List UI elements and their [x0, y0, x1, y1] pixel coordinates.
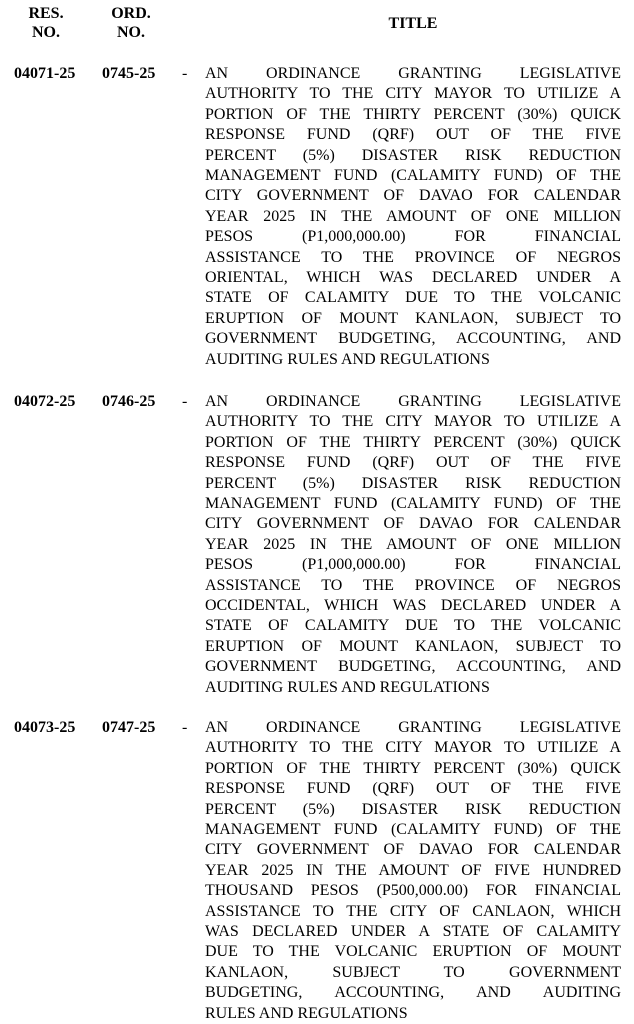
- title-line: GOVERNMENT BUDGETING, ACCOUNTING, AND: [205, 658, 621, 676]
- title-line: MANAGEMENT FUND (CALAMITY FUND) OF THE: [205, 495, 621, 513]
- title-line: RESPONSE FUND (QRF) OUT OF THE FIVE: [205, 454, 621, 472]
- title-line: STATE OF CALAMITY DUE TO THE VOLCANIC: [205, 617, 621, 635]
- res-no-value: 04072-25: [14, 393, 76, 410]
- title-line: PORTION OF THE THIRTY PERCENT (30%) QUICK: [205, 759, 621, 777]
- title-line: ORIENTAL, WHICH WAS DECLARED UNDER A: [205, 269, 621, 287]
- title-line: AN ORDINANCE GRANTING LEGISLATIVE: [205, 393, 621, 410]
- res-no-header: [18, 4, 74, 42]
- title-line: AN ORDINANCE GRANTING LEGISLATIVE: [205, 65, 621, 82]
- title-line: RESPONSE FUND (QRF) OUT OF THE FIVE: [205, 780, 621, 798]
- title-line: CITY GOVERNMENT OF DAVAO FOR CALENDAR: [205, 515, 621, 533]
- res-no-value: 04071-25: [14, 65, 76, 82]
- title-line: OCCIDENTAL, WHICH WAS DECLARED UNDER A: [205, 597, 621, 615]
- title-line: PORTION OF THE THIRTY PERCENT (30%) QUICK: [205, 105, 621, 123]
- title-line: ERUPTION OF MOUNT KANLAON, SUBJECT TO: [205, 309, 621, 327]
- separator-dash: -: [182, 65, 188, 82]
- table-header: [0, 4, 634, 44]
- ord-no-value: 0745-25: [102, 65, 156, 82]
- title-line: PORTION OF THE THIRTY PERCENT (30%) QUICK: [205, 433, 621, 451]
- ordinance-title: [205, 64, 621, 370]
- title-line: ASSISTANCE TO THE PROVINCE OF NEGROS: [205, 576, 621, 594]
- title-line: ASSISTANCE TO THE CITY OF CANLAON, WHICH: [205, 902, 621, 920]
- ordinance-title: [205, 718, 621, 1024]
- title-line: ERUPTION OF MOUNT KANLAON, SUBJECT TO: [205, 637, 621, 655]
- title-line: YEAR 2025 IN THE AMOUNT OF FIVE HUNDRED: [205, 861, 621, 879]
- title-line: MANAGEMENT FUND (CALAMITY FUND) OF THE: [205, 167, 621, 185]
- title-line: AUTHORITY TO THE CITY MAYOR TO UTILIZE A: [205, 739, 621, 757]
- res-no-header-line2: NO.: [32, 24, 60, 41]
- title-line: CITY GOVERNMENT OF DAVAO FOR CALENDAR: [205, 841, 621, 859]
- title-line: RULES AND REGULATIONS: [205, 1004, 408, 1022]
- title-line: AUDITING RULES AND REGULATIONS: [205, 678, 490, 696]
- title-line: CITY GOVERNMENT OF DAVAO FOR CALENDAR: [205, 187, 621, 205]
- title-header: TITLE: [388, 15, 438, 32]
- title-line: AUTHORITY TO THE CITY MAYOR TO UTILIZE A: [205, 413, 621, 431]
- ord-no-value: 0746-25: [102, 393, 156, 410]
- title-line: THOUSAND PESOS (P500,000.00) FOR FINANCIAL: [205, 882, 621, 900]
- title-line: PERCENT (5%) DISASTER RISK REDUCTION: [205, 474, 621, 492]
- title-line: BUDGETING, ACCOUNTING, AND AUDITING: [205, 984, 621, 1002]
- title-line: AUTHORITY TO THE CITY MAYOR TO UTILIZE A: [205, 85, 621, 103]
- separator-dash: -: [182, 719, 188, 736]
- title-line: YEAR 2025 IN THE AMOUNT OF ONE MILLION: [205, 535, 621, 553]
- ordinance-title: [205, 392, 621, 698]
- title-line: RESPONSE FUND (QRF) OUT OF THE FIVE: [205, 126, 621, 144]
- ord-no-header: [103, 4, 159, 42]
- title-line: MANAGEMENT FUND (CALAMITY FUND) OF THE: [205, 821, 621, 839]
- ord-no-value: 0747-25: [102, 719, 156, 736]
- title-line: GOVERNMENT BUDGETING, ACCOUNTING, AND: [205, 330, 621, 348]
- title-line: PERCENT (5%) DISASTER RISK REDUCTION: [205, 146, 621, 164]
- title-line: DUE TO THE VOLCANIC ERUPTION OF MOUNT: [205, 943, 621, 961]
- title-line: AN ORDINANCE GRANTING LEGISLATIVE: [205, 719, 621, 736]
- title-line: AUDITING RULES AND REGULATIONS: [205, 350, 490, 368]
- title-line: STATE OF CALAMITY DUE TO THE VOLCANIC: [205, 289, 621, 307]
- title-line: WAS DECLARED UNDER A STATE OF CALAMITY: [205, 923, 621, 941]
- title-line: PESOS (P1,000,000.00) FOR FINANCIAL: [205, 228, 621, 246]
- ord-no-header-line1: ORD.: [111, 5, 151, 22]
- title-line: PERCENT (5%) DISASTER RISK REDUCTION: [205, 800, 621, 818]
- ord-no-header-line2: NO.: [117, 24, 145, 41]
- title-line: YEAR 2025 IN THE AMOUNT OF ONE MILLION: [205, 207, 621, 225]
- title-line: KANLAON, SUBJECT TO GOVERNMENT: [205, 963, 621, 981]
- separator-dash: -: [182, 393, 188, 410]
- res-no-value: 04073-25: [14, 719, 76, 736]
- res-no-header-line1: RES.: [28, 5, 64, 22]
- title-line: ASSISTANCE TO THE PROVINCE OF NEGROS: [205, 248, 621, 266]
- title-line: PESOS (P1,000,000.00) FOR FINANCIAL: [205, 556, 621, 574]
